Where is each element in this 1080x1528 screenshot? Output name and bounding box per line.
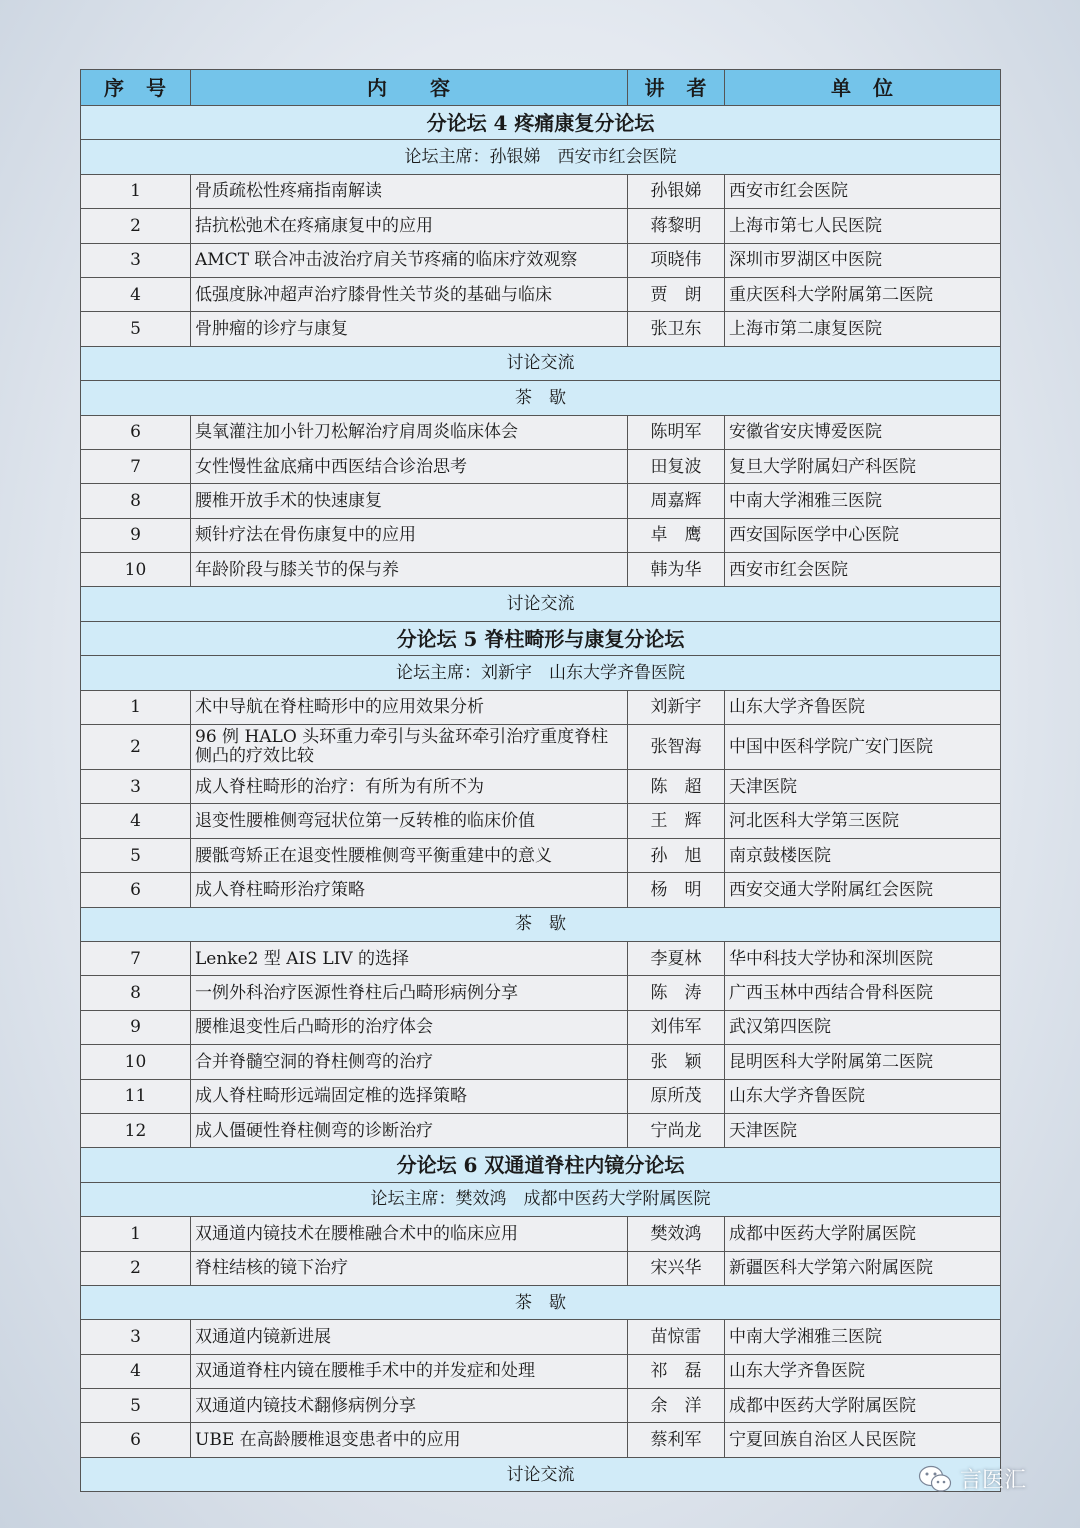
session-note-row (81, 587, 1001, 621)
cell-content: 臭氧灌注加小针刀松解治疗肩周炎临床体会 (191, 415, 628, 449)
cell-content: 双通道内镜技术翻修病例分享 (191, 1389, 628, 1423)
cell-content: 一例外科治疗医源性脊柱后凸畸形病例分享 (191, 976, 628, 1010)
cell-no: 11 (81, 1079, 191, 1113)
cell-no: 4 (81, 804, 191, 838)
forum-chair: 论坛主席：孙银娣 西安市红会医院 (81, 140, 1001, 174)
cell-unit: 安徽省安庆博爱医院 (725, 415, 1001, 449)
cell-unit: 深圳市罗湖区中医院 (725, 243, 1001, 277)
cell-speaker: 蔡利军 (628, 1423, 725, 1457)
session-note: 茶 歇 (81, 1285, 1001, 1319)
session-note: 茶 歇 (81, 381, 1001, 415)
table-row (81, 1010, 1001, 1044)
forum-chair-row (81, 1182, 1001, 1216)
table-row (81, 243, 1001, 277)
forum-title-row (81, 106, 1001, 140)
forum-title-row (81, 1148, 1001, 1182)
cell-speaker: 孙 旭 (628, 838, 725, 872)
cell-no: 6 (81, 1423, 191, 1457)
cell-speaker: 刘伟军 (628, 1010, 725, 1044)
cell-content: 腰椎退变性后凸畸形的治疗体会 (191, 1010, 628, 1044)
cell-content: Lenke2 型 AIS LIV 的选择 (191, 941, 628, 975)
forum-chair-row (81, 140, 1001, 174)
cell-no: 8 (81, 976, 191, 1010)
cell-speaker: 余 洋 (628, 1389, 725, 1423)
cell-speaker: 项晓伟 (628, 243, 725, 277)
cell-content: 合并脊髓空洞的脊柱侧弯的治疗 (191, 1045, 628, 1079)
watermark (918, 1463, 1026, 1494)
table-row (81, 873, 1001, 907)
table-row (81, 1113, 1001, 1147)
wechat-icon (918, 1465, 952, 1493)
cell-unit: 南京鼓楼医院 (725, 838, 1001, 872)
cell-content: 术中导航在脊柱畸形中的应用效果分析 (191, 690, 628, 724)
cell-content: 颊针疗法在骨伤康复中的应用 (191, 518, 628, 552)
table-row (81, 1389, 1001, 1423)
cell-speaker: 陈明军 (628, 415, 725, 449)
cell-unit: 重庆医科大学附属第二医院 (725, 277, 1001, 311)
forum-chair: 论坛主席：刘新宇 山东大学齐鲁医院 (81, 656, 1001, 690)
table-row (81, 690, 1001, 724)
table-row (81, 1079, 1001, 1113)
cell-content: 双通道内镜技术在腰椎融合术中的临床应用 (191, 1217, 628, 1251)
header-speaker: 讲 者 (628, 70, 725, 106)
cell-speaker: 杨 明 (628, 873, 725, 907)
cell-speaker: 祁 磊 (628, 1354, 725, 1388)
cell-unit: 中南大学湘雅三医院 (725, 1320, 1001, 1354)
table-row (81, 484, 1001, 518)
session-note-row (81, 381, 1001, 415)
table-row (81, 838, 1001, 872)
cell-unit: 西安交通大学附属红会医院 (725, 873, 1001, 907)
cell-no: 5 (81, 312, 191, 346)
cell-unit: 宁夏回族自治区人民医院 (725, 1423, 1001, 1457)
cell-unit: 广西玉林中西结合骨科医院 (725, 976, 1001, 1010)
cell-unit: 西安市红会医院 (725, 174, 1001, 208)
cell-unit: 山东大学齐鲁医院 (725, 1079, 1001, 1113)
cell-speaker: 张卫东 (628, 312, 725, 346)
cell-speaker: 韩为华 (628, 553, 725, 587)
cell-unit: 河北医科大学第三医院 (725, 804, 1001, 838)
session-note-row (81, 907, 1001, 941)
cell-unit: 华中科技大学协和深圳医院 (725, 941, 1001, 975)
cell-speaker: 王 辉 (628, 804, 725, 838)
session-note: 茶 歇 (81, 907, 1001, 941)
session-note: 讨论交流 (81, 587, 1001, 621)
cell-no: 9 (81, 518, 191, 552)
cell-no: 2 (81, 725, 191, 770)
cell-speaker: 李夏林 (628, 941, 725, 975)
schedule-table (80, 69, 1001, 1492)
cell-content: 拮抗松弛术在疼痛康复中的应用 (191, 209, 628, 243)
table-row (81, 277, 1001, 311)
cell-content: 成人脊柱畸形的治疗：有所为有所不为 (191, 770, 628, 804)
table-row (81, 725, 1001, 770)
cell-speaker: 张智海 (628, 725, 725, 770)
cell-unit: 武汉第四医院 (725, 1010, 1001, 1044)
cell-content: AMCT 联合冲击波治疗肩关节疼痛的临床疗效观察 (191, 243, 628, 277)
cell-content: 女性慢性盆底痛中西医结合诊治思考 (191, 449, 628, 483)
cell-speaker: 樊效鸿 (628, 1217, 725, 1251)
table-row (81, 804, 1001, 838)
cell-no: 10 (81, 553, 191, 587)
cell-content: UBE 在高龄腰椎退变患者中的应用 (191, 1423, 628, 1457)
cell-speaker: 贾 朗 (628, 277, 725, 311)
table-row (81, 1045, 1001, 1079)
table-row (81, 553, 1001, 587)
header-no: 序 号 (81, 70, 191, 106)
session-note-row (81, 1457, 1001, 1491)
cell-no: 10 (81, 1045, 191, 1079)
forum-title: 分论坛 5 脊柱畸形与康复分论坛 (81, 621, 1001, 655)
header-row (81, 70, 1001, 106)
cell-no: 9 (81, 1010, 191, 1044)
cell-speaker: 宁尚龙 (628, 1113, 725, 1147)
table-row (81, 1217, 1001, 1251)
cell-no: 3 (81, 243, 191, 277)
cell-content: 成人脊柱畸形远端固定椎的选择策略 (191, 1079, 628, 1113)
cell-speaker: 张 颖 (628, 1045, 725, 1079)
cell-speaker: 刘新宇 (628, 690, 725, 724)
table-row (81, 449, 1001, 483)
forum-title: 分论坛 6 双通道脊柱内镜分论坛 (81, 1148, 1001, 1182)
cell-unit: 天津医院 (725, 1113, 1001, 1147)
table-row (81, 1251, 1001, 1285)
cell-speaker: 原所茂 (628, 1079, 725, 1113)
cell-unit: 西安国际医学中心医院 (725, 518, 1001, 552)
table-row (81, 518, 1001, 552)
cell-unit: 上海市第七人民医院 (725, 209, 1001, 243)
session-note: 讨论交流 (81, 1457, 1001, 1491)
cell-unit: 西安市红会医院 (725, 553, 1001, 587)
cell-speaker: 周嘉辉 (628, 484, 725, 518)
cell-content: 低强度脉冲超声治疗膝骨性关节炎的基础与临床 (191, 277, 628, 311)
cell-unit: 中国中医科学院广安门医院 (725, 725, 1001, 770)
cell-no: 8 (81, 484, 191, 518)
cell-speaker: 田复波 (628, 449, 725, 483)
cell-speaker: 陈 超 (628, 770, 725, 804)
cell-content: 成人僵硬性脊柱侧弯的诊断治疗 (191, 1113, 628, 1147)
session-note-row (81, 346, 1001, 380)
cell-no: 1 (81, 1217, 191, 1251)
cell-no: 5 (81, 1389, 191, 1423)
table-row (81, 415, 1001, 449)
cell-content: 退变性腰椎侧弯冠状位第一反转椎的临床价值 (191, 804, 628, 838)
cell-unit: 中南大学湘雅三医院 (725, 484, 1001, 518)
forum-title: 分论坛 4 疼痛康复分论坛 (81, 106, 1001, 140)
cell-speaker: 苗惊雷 (628, 1320, 725, 1354)
cell-content: 年龄阶段与膝关节的保与养 (191, 553, 628, 587)
cell-unit: 山东大学齐鲁医院 (725, 690, 1001, 724)
cell-unit: 成都中医药大学附属医院 (725, 1217, 1001, 1251)
cell-no: 3 (81, 770, 191, 804)
cell-content: 骨质疏松性疼痛指南解读 (191, 174, 628, 208)
table-row (81, 976, 1001, 1010)
table-row (81, 1320, 1001, 1354)
table-row (81, 312, 1001, 346)
table-row (81, 770, 1001, 804)
session-note: 讨论交流 (81, 346, 1001, 380)
forum-title-row (81, 621, 1001, 655)
cell-unit: 新疆医科大学第六附属医院 (725, 1251, 1001, 1285)
cell-no: 5 (81, 838, 191, 872)
watermark-text: 言医汇 (960, 1468, 1027, 1493)
table-row (81, 941, 1001, 975)
cell-no: 1 (81, 690, 191, 724)
cell-no: 1 (81, 174, 191, 208)
cell-speaker: 孙银娣 (628, 174, 725, 208)
cell-content: 成人脊柱畸形治疗策略 (191, 873, 628, 907)
cell-unit: 天津医院 (725, 770, 1001, 804)
cell-speaker: 陈 涛 (628, 976, 725, 1010)
cell-no: 4 (81, 277, 191, 311)
cell-content: 腰骶弯矫正在退变性腰椎侧弯平衡重建中的意义 (191, 838, 628, 872)
cell-unit: 复旦大学附属妇产科医院 (725, 449, 1001, 483)
forum-chair-row (81, 656, 1001, 690)
cell-no: 12 (81, 1113, 191, 1147)
cell-unit: 上海市第二康复医院 (725, 312, 1001, 346)
cell-unit: 昆明医科大学附属第二医院 (725, 1045, 1001, 1079)
session-note-row (81, 1285, 1001, 1319)
cell-content: 脊柱结核的镜下治疗 (191, 1251, 628, 1285)
cell-content: 骨肿瘤的诊疗与康复 (191, 312, 628, 346)
cell-unit: 山东大学齐鲁医院 (725, 1354, 1001, 1388)
cell-no: 2 (81, 1251, 191, 1285)
table-row (81, 1354, 1001, 1388)
cell-no: 6 (81, 415, 191, 449)
cell-speaker: 蒋黎明 (628, 209, 725, 243)
cell-no: 3 (81, 1320, 191, 1354)
cell-no: 7 (81, 449, 191, 483)
cell-no: 7 (81, 941, 191, 975)
forum-chair: 论坛主席：樊效鸿 成都中医药大学附属医院 (81, 1182, 1001, 1216)
cell-unit: 成都中医药大学附属医院 (725, 1389, 1001, 1423)
cell-content: 腰椎开放手术的快速康复 (191, 484, 628, 518)
header-unit: 单 位 (725, 70, 1001, 106)
header-content: 内 容 (191, 70, 628, 106)
cell-no: 6 (81, 873, 191, 907)
cell-speaker: 宋兴华 (628, 1251, 725, 1285)
table-row (81, 1423, 1001, 1457)
table-row (81, 209, 1001, 243)
table-row (81, 174, 1001, 208)
cell-content: 96 例 HALO 头环重力牵引与头盆环牵引治疗重度脊柱侧凸的疗效比较 (191, 725, 628, 770)
cell-content: 双通道脊柱内镜在腰椎手术中的并发症和处理 (191, 1354, 628, 1388)
cell-speaker: 卓 鹰 (628, 518, 725, 552)
cell-content: 双通道内镜新进展 (191, 1320, 628, 1354)
cell-no: 4 (81, 1354, 191, 1388)
cell-no: 2 (81, 209, 191, 243)
